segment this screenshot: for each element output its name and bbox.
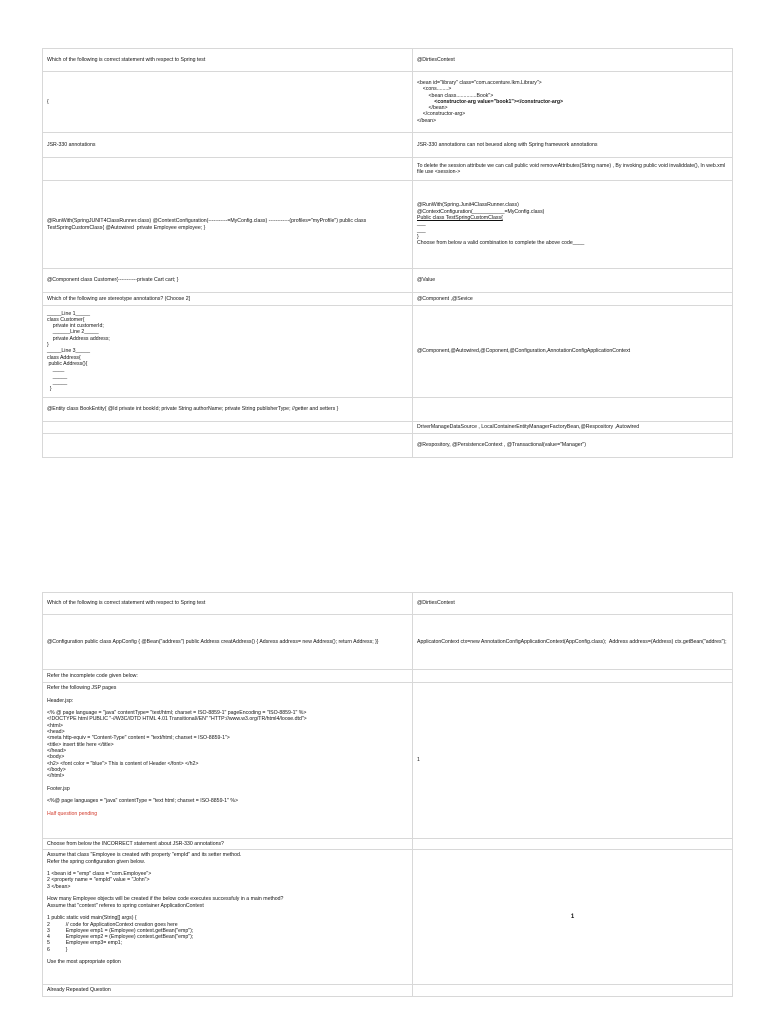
question-cell: Choose from below the INCORRECT statement about JSR-330 annotations? (43, 839, 413, 850)
question-cell: { (43, 72, 413, 133)
question-cell: @Component class Customer{-----------private Cart cart; } (43, 269, 413, 293)
question-cell (43, 158, 413, 181)
table-row (43, 398, 733, 422)
pending-note: Half question pending (47, 810, 98, 817)
question-cell: Already Repeated Question (43, 985, 413, 996)
table-row (43, 306, 733, 398)
question-cell: _____Line 1_____ class Customer{ private int customerId; ______Line 2_____ private Address address; } _____Line 3_____ class Address{ public Address(){ ____ _____ _____ } (43, 306, 413, 398)
question-cell: Which of the following are stereotype annotations? (Choose 2] (43, 293, 413, 306)
answer-cell: <bean id="library" class="com.accenture.lkm.Library"> <cons........> <bean class..............Book"> <constructor-arg value="book1"></constructor-arg> </bean> </constructor-arg> </bean> (413, 72, 733, 133)
table-row (43, 839, 733, 850)
table-row (43, 293, 733, 306)
table-row (43, 133, 733, 158)
question-cell: Assume that class "Employee is created with property "empId" and its setter method. Refer the spring configuration given below. 1 <bean id = "emp" class = "com.Employee"> 2 <property name = "empId" value = "John"> 3 </bean> How many Employee objects will be created if the below code executes successfuly in a main method? Assume that "context" referes to spring container ApplicationContext 1 public static void main(String[] args) { 2 // code for ApplicationContext creation goes here 3 Employee emp1 = (Employee) context.getBean("emp"); 4 Employee emp2 = (Employee) context.getBean("emp"); 5 Employee emp3= emp1; 6 } Use the most appropriate option (43, 850, 413, 985)
question-cell: @Entity class BookEntity{ @Id private int bookId; private String authorName; private String publisherType; //getter and setters } (43, 398, 413, 422)
question-cell: @Configuration public class AppConfig { @Bean("address") public Address creatAddress() { Adsress address= new Address(); return Address; }} (43, 615, 413, 670)
answer-cell (413, 670, 733, 683)
answer-cell (413, 398, 733, 422)
answer-cell: To delete the session attribute we can call public void removeAttributes(String name) , By invoking public void invaliddate(), In web.xml file use <session-> (413, 158, 733, 181)
bold-line: <constructor-arg value="book1"></constructor-arg> (417, 98, 564, 105)
answer-cell: 1 (413, 683, 733, 839)
table-row (43, 985, 733, 996)
question-cell: Refer the following JSP pages Header.jsp: <% @ page language = "java" contentType= "text/html; charset = ISO-8859-1" pageEncoding = "ISO-8859-1" %> <!DOCTYPE html PUBLIC "-//W3C//DTD HTML 4.01 Transitional//EN" "HTTP://www.w3.org/TR/html4/loose.dtd"> <html> <head> <meta http-equiv = "Content-Type" content = "text/html; charset = ISO-8859-1"> <title> insert title here </title> </head> <body> <h2> <font color = "blue"> This is content of Header </font> </h2> </body> </html> Footer.jsp <%@ page languages = "java" contentType = "text html; charset = ISO-8859-1" %> Half question pending (43, 683, 413, 839)
table-row (43, 593, 733, 615)
answer-cell: 1 (413, 850, 733, 985)
question-cell: JSR-330 annotations (43, 133, 413, 158)
answer-cell: ApplicatonContext ctx=new AnnotationConfigApplicationContext(AppConfig.class); Address address=(Address) ctx.getBean("addres"); (413, 615, 733, 670)
question-cell: Refer the incomplete code given below: (43, 670, 413, 683)
answer-cell: @Respository, @PersistenceContext , @Transactional(value="Manager") (413, 434, 733, 458)
answer-cell: @Component ,@Sevice (413, 293, 733, 306)
table-row (43, 49, 733, 72)
table-row (43, 269, 733, 293)
answer-cell: @DirtiesContext (413, 593, 733, 615)
answer-cell: JSR-330 annotations can not beuesd along with Spring framework annotations (413, 133, 733, 158)
answer-cell: DriverManageDataSource , LocalContainerEntityManagerFactoryBean,@Respository ,Autowired (413, 422, 733, 434)
answer-cell (413, 839, 733, 850)
question-cell: Which of the following is correct statement with respect to Spring test (43, 49, 413, 72)
question-cell: @RunWith(SpringJUNIT4ClassRunner.class) @ContextConfiguration(-----------=MyConfig.class) ------------(profiles="myProfile") public class TestSpringCustomClass{ @Autowired private Employee employee; } (43, 181, 413, 269)
answer-cell: @RunWith(Spring.Junit4ClassRunner.class) @ContextConfiguration(___________=MyConfig.class) Public class TestSpringCustomClass{ ___ ___ } Choose from below a valid combination to complete the above code____ (413, 181, 733, 269)
answer-cell: @Component,@Autowired,@Coponent,@Configuration,AnnotationConfigApplicationContext (413, 306, 733, 398)
table-row (43, 181, 733, 269)
table-row (43, 72, 733, 133)
table-row (43, 683, 733, 839)
question-cell (43, 434, 413, 458)
answer-cell (413, 985, 733, 996)
table-row (43, 158, 733, 181)
qa-table-1 (42, 48, 733, 458)
table-row (43, 434, 733, 458)
table-row (43, 422, 733, 434)
question-cell: Which of the following is correct statement with respect to Spring test (43, 593, 413, 615)
answer-cell: @DirtiesContext (413, 49, 733, 72)
table-row (43, 670, 733, 683)
table-row (43, 850, 733, 985)
table-row (43, 615, 733, 670)
qa-table-2 (42, 592, 733, 997)
question-cell (43, 422, 413, 434)
answer-cell: @Value (413, 269, 733, 293)
